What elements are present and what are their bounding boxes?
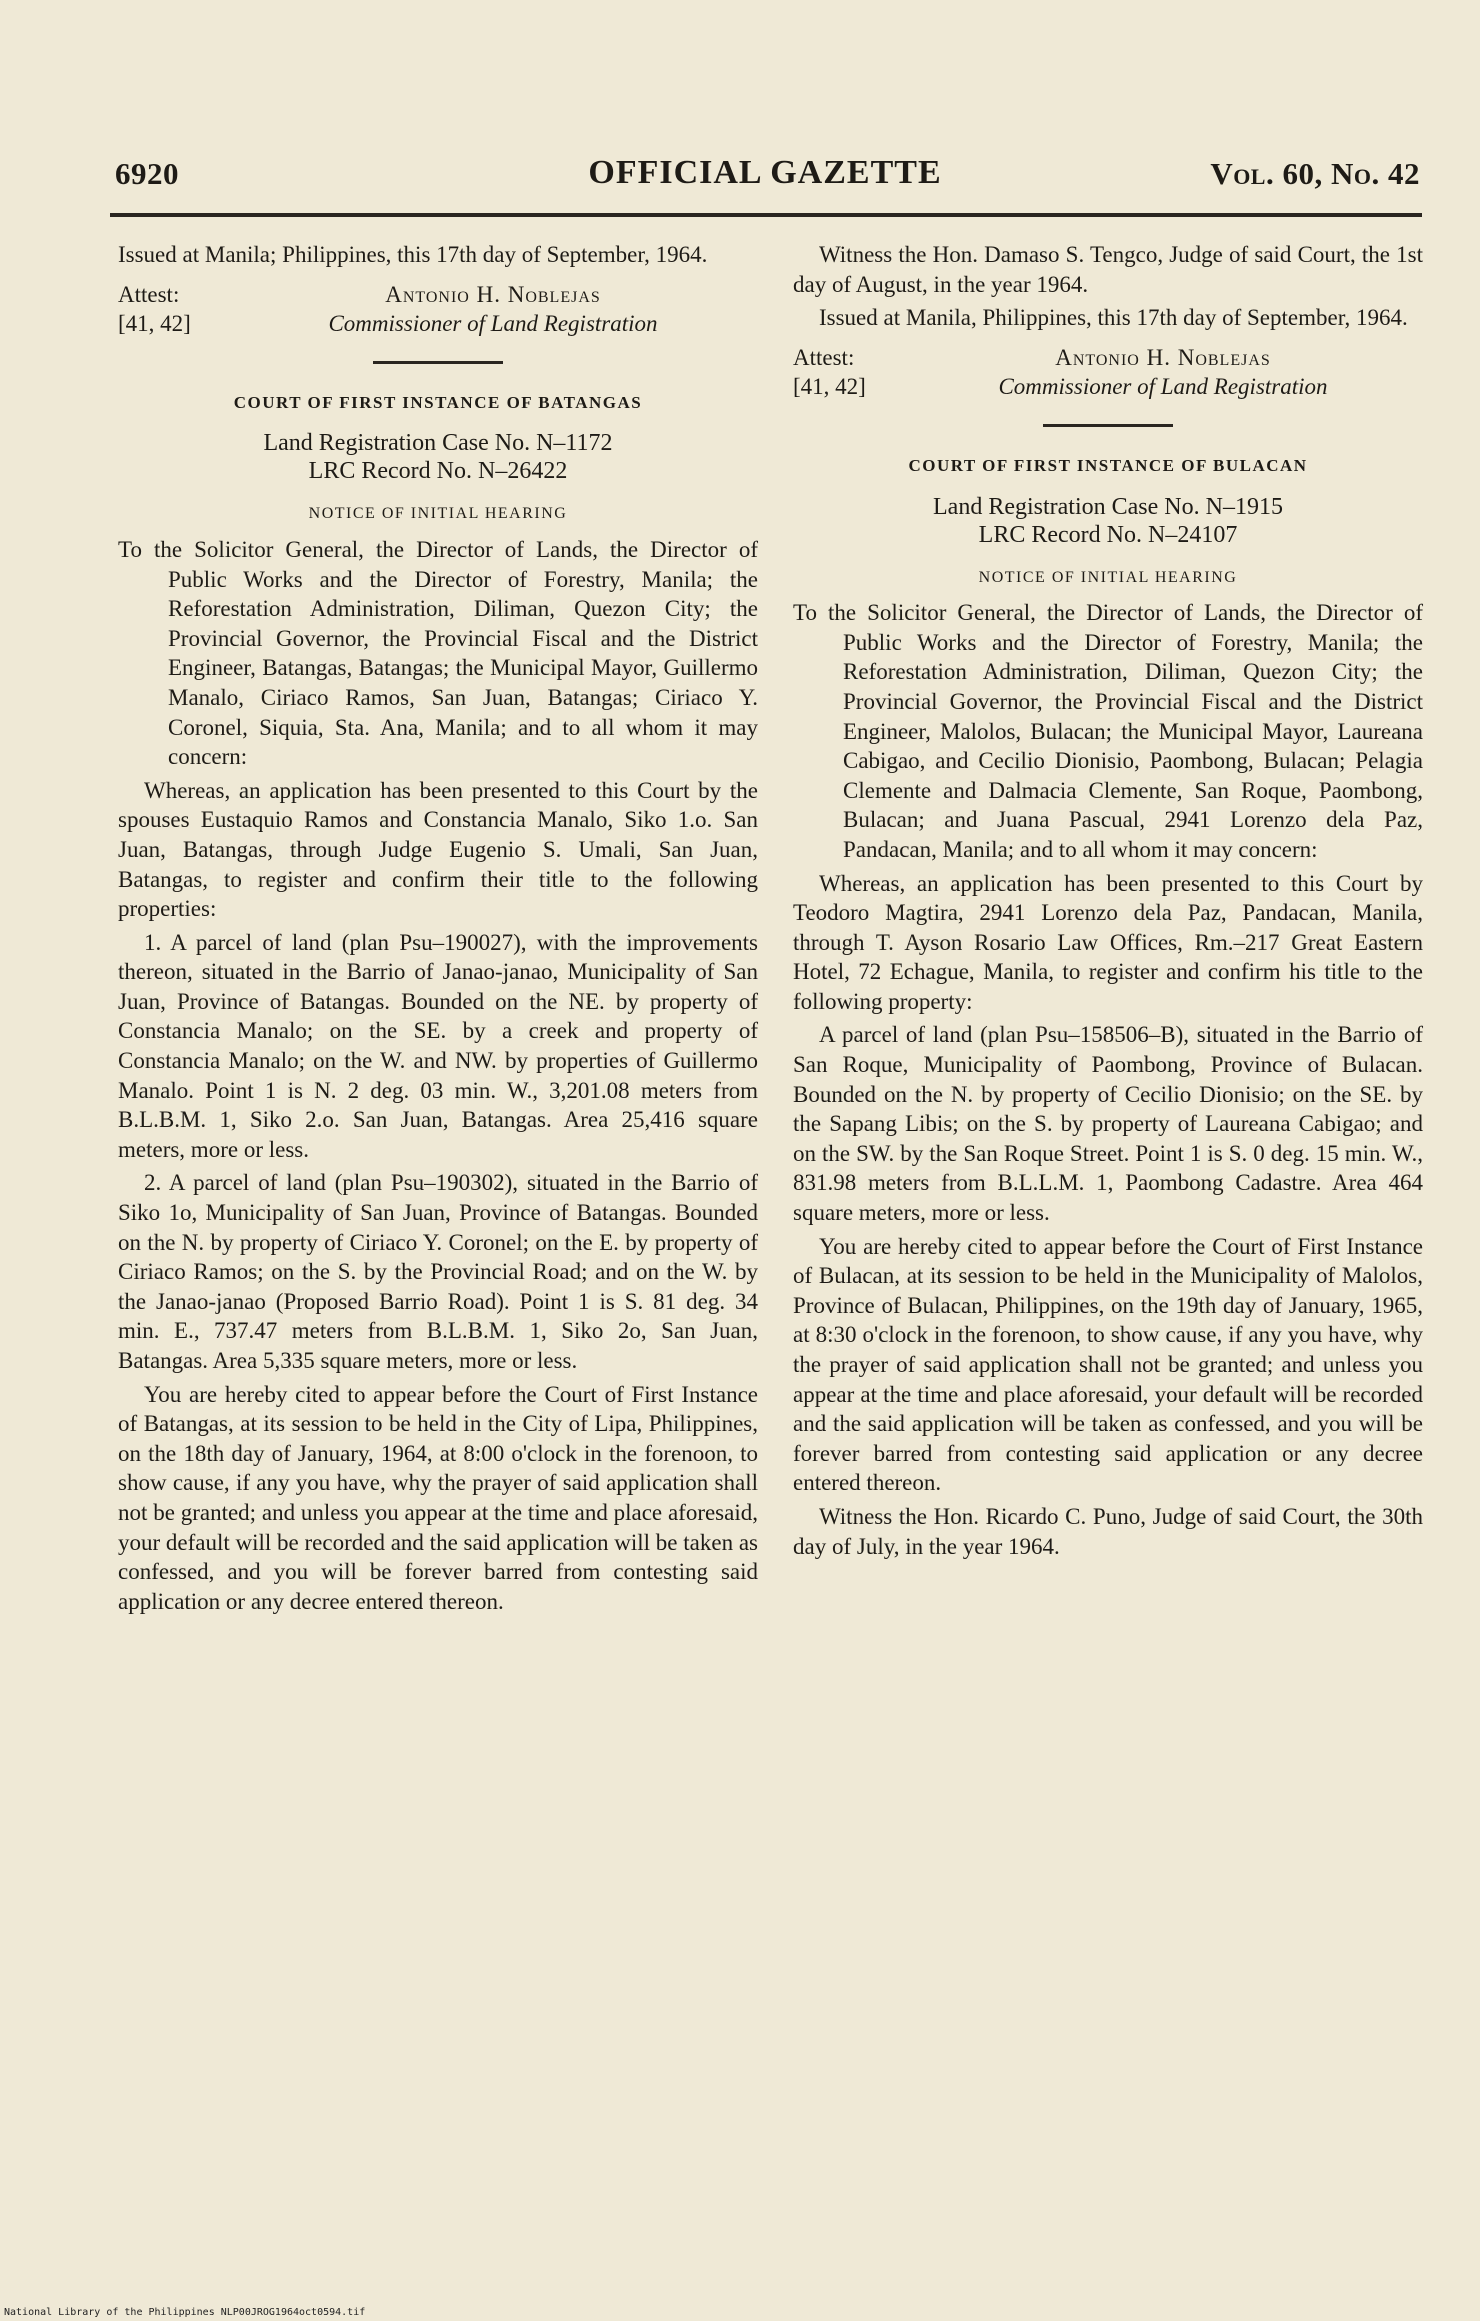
issued-statement: Issued at Manila; Philippines, this 17th day of September, 1964.	[118, 242, 708, 267]
citation-paragraph: You are hereby cited to appear before the Court of First Instance of Bulacan, at its session to be held in the Municipality of Malolos, Province of Bulacan, Philippines, on the 19th day of January, 1965, at 8:30 o'clock in the forenoon, to show cause, if any you have, why the prayer of said application shall not be granted; and unless you appear at the time and place aforesaid, your default will be recorded and the said application will be taken as confessed, and you will be forever barred from contesting said application or any decree entered thereon.	[793, 1233, 1423, 1496]
notice-heading: NOTICE OF INITIAL HEARING	[308, 505, 568, 523]
volume-number: Vol. 60, No. 42	[1210, 156, 1420, 191]
whereas-paragraph: Whereas, an application has been presented to this Court by Teodoro Magtira, 2941 Lorenzo dela Paz, Pandacan, Manila, through T. Ayson Rosario Law Offices, Rm.–217 Great Eastern Hotel, 72 Echague, Manila, to register and confirm his title to the following property:	[793, 870, 1423, 1014]
signatory-title: Commissioner of Land Registration	[998, 374, 1328, 400]
whereas-paragraph: Whereas, an application has been presented to this Court by the spouses Eustaquio Ramos and Constancia Manalo, Siko 1.o. San Juan, Batangas, through Judge Eugenio S. Umali, San Juan, Batangas, to register and confirm their title to the following properties:	[118, 777, 758, 922]
addressees-paragraph: To the Solicitor General, the Director of Lands, the Director of Public Works and the Director of Forestry, Manila; the Reforestation Administration, Diliman, Quezon City; the Provincial Governor, the Provincial Fiscal and the District Engineer, Malolos, Bulacan; the Municipal Mayor, Laureana Cabigao, and Cecilio Dionisio, Paombong, Bulacan; Pelagia Clemente and Dalmacia Clemente, San Roque, Paombong, Bulacan; and Juana Pascual, 2941 Lorenzo dela Paz, Pandacan, Manila; and to all whom it may concern:	[793, 600, 1423, 862]
citation-paragraph: You are hereby cited to appear before the Court of First Instance of Batangas, at its session to be held in the City of Lipa, Philippines, on the 18th day of January, 1964, at 8:00 o'clock in the forenoon, to show cause, if any you have, why the prayer of said application shall not be granted; and unless you appear at the time and place aforesaid, your default will be recorded and the said application will be taken as confessed, and you will be forever barred from contesting said application or any decree entered thereon.	[118, 1381, 758, 1614]
parcel-one-paragraph: 1. A parcel of land (plan Psu–190027), with the improvements thereon, situated in the Barrio of Janao-janao, Municipality of San Juan, Province of Batangas. Bounded on the NE. by property of Constancia Manalo; on the SE. by a creek and property of Constancia Manalo; on the W. and NW. by properties of Guillermo Manalo. Point 1 is N. 2 deg. 03 min. W., 3,201.08 meters from B.L.B.M. 1, Siko 2.o. San Juan, Batangas. Area 25,416 square meters, more or less.	[118, 929, 758, 1162]
signatory-name: Antonio H. Noblejas	[1055, 344, 1271, 370]
parcel-two-paragraph: 2. A parcel of land (plan Psu–190302), situated in the Barrio of Siko 1o, Municipality of San Juan, Province of Batangas. Bounded on the N. by property of Ciriaco Y. Coronel; on the E. by property of Ciriaco Ramos; on the S. by the Provincial Road; and on the W. by the Janao-janao (Proposed Barrio Road). Point 1 is S. 81 deg. 34 min. E., 737.47 meters from B.L.B.M. 1, Siko 2o, San Juan, Batangas. Area 5,335 square meters, more or less.	[118, 1170, 758, 1373]
addressees-paragraph: To the Solicitor General, the Director of Lands, the Director of Public Works and the Director of Forestry, Manila; the Reforestation Administration, Diliman, Quezon City; the Provincial Governor, the Provincial Fiscal and the District Engineer, Batangas, Batangas; the Municipal Mayor, Guillermo Manalo, Ciriaco Ramos, San Juan, Batangas; Ciriaco Y. Coronel, Siquia, Sta. Ana, Manila; and to all whom it may concern:	[118, 536, 758, 770]
notice-heading: NOTICE OF INITIAL HEARING	[978, 568, 1238, 586]
parcel-paragraph: A parcel of land (plan Psu–158506–B), situated in the Barrio of San Roque, Municipality of Paombong, Province of Bulacan. Bounded on the N. by property of Cecilio Dionisio; on the SE. by the Sapang Libis; on the S. by property of Laureana Cabigao; and on the SW. by the San Roque Street. Point 1 is S. 0 deg. 15 min. W., 831.98 meters from B.L.L.M. 1, Paombong Cadastre. Area 464 square meters, more or less.	[793, 1022, 1423, 1226]
case-number: Land Registration Case No. N–1172	[263, 430, 613, 457]
record-number: LRC Record No. N–24107	[978, 521, 1238, 548]
section-divider	[373, 361, 503, 364]
court-heading: COURT OF FIRST INSTANCE OF BULACAN	[908, 455, 1308, 475]
signatory-title: Commissioner of Land Registration	[328, 311, 658, 337]
publication-title: OFFICIAL GAZETTE	[588, 154, 942, 191]
attest-label: Attest:	[118, 281, 180, 307]
issued-statement: Issued at Manila, Philippines, this 17th day of September, 1964.	[819, 305, 1408, 331]
witness-paragraph-closing: Witness the Hon. Ricardo C. Puno, Judge of said Court, the 30th day of July, in the year 1964.	[793, 1503, 1423, 1559]
scan-footer-label: National Library of the Philippines NLP00JROG1964oct0594.tif	[4, 2307, 366, 2318]
issue-reference: [41, 42]	[793, 374, 866, 400]
page-number: 6920	[115, 156, 179, 191]
attest-label: Attest:	[793, 344, 855, 370]
court-heading: COURT OF FIRST INSTANCE OF BATANGAS	[233, 392, 643, 412]
section-divider	[1043, 424, 1173, 427]
issue-reference: [41, 42]	[118, 311, 191, 337]
witness-paragraph: Witness the Hon. Damaso S. Tengco, Judge of said Court, the 1st day of August, in the year 1964.	[793, 242, 1423, 297]
attestation-block	[793, 343, 1423, 402]
record-number: LRC Record No. N–26422	[308, 458, 568, 485]
attestation-block	[118, 280, 758, 339]
left-column	[118, 240, 758, 1620]
header-rule	[110, 213, 1422, 217]
page-header	[110, 150, 1420, 210]
signatory-name: Antonio H. Noblejas	[385, 281, 601, 307]
right-column	[793, 240, 1423, 1565]
case-number: Land Registration Case No. N–1915	[933, 493, 1283, 520]
